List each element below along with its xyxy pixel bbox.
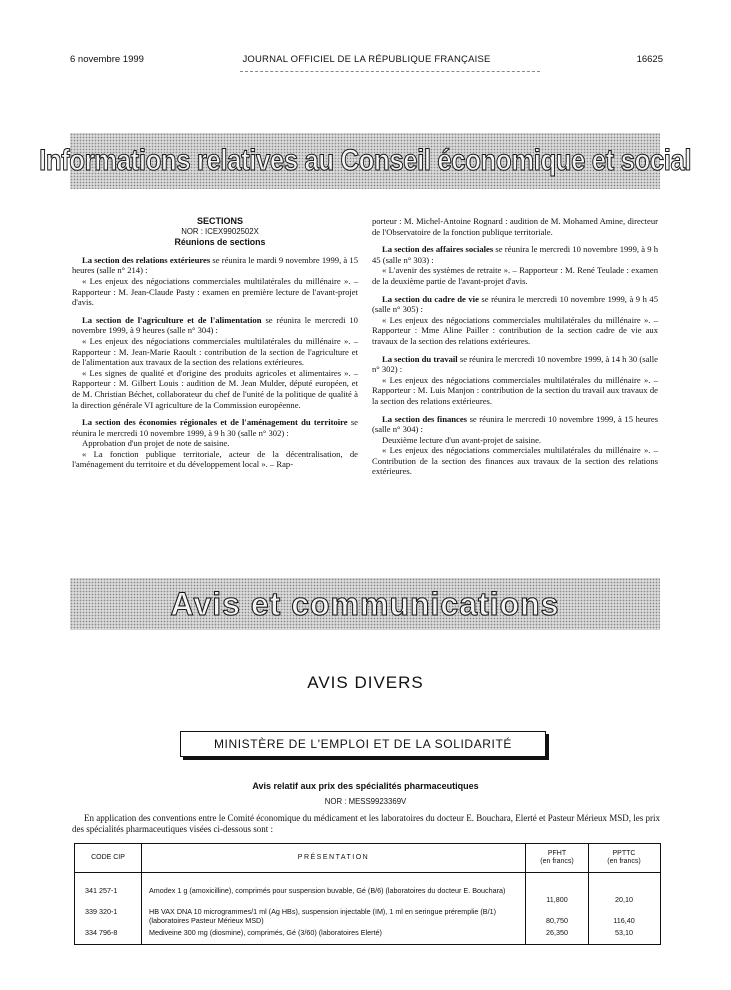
- paragraph-text: se réunira le mardi 9 novembre 1999, à 15 heures (salle n° 214) :: [72, 254, 358, 276]
- banner-title: Avis et communications: [170, 585, 560, 622]
- paragraph: [72, 417, 358, 438]
- left-paragraphs: [72, 255, 358, 470]
- section-name: La section du cadre de vie: [382, 293, 479, 304]
- header-journal-title: JOURNAL OFFICIEL DE LA RÉPUBLIQUE FRANÇAISE: [242, 54, 491, 65]
- cell-presentation: Mediveine 300 mg (diosmine), comprimés, Gé (3/60) (laboratoires Elerté): [149, 928, 382, 937]
- paragraph-text: se réunira le mercredi 10 novembre 1999, à 14 h 30 (salle n° 302) :: [372, 353, 658, 375]
- cell-code: 341 257-1: [85, 886, 118, 895]
- col-header-presentation: PRÉSENTATION: [297, 854, 370, 861]
- paragraph: [372, 294, 658, 315]
- paragraph-text: « Les enjeux des négociations commerciales multilatérales du millénaire ». – Rapporteur : M. Jean-Claude Pasty : examen en première lecture de l'avant-projet d'avis.: [72, 275, 358, 308]
- cell-ppttc: 116,40: [613, 916, 635, 925]
- ministry-box: MINISTÈRE DE L'EMPLOI ET DE LA SOLIDARITÉ: [180, 731, 546, 757]
- paragraph-text: se réunira le mercredi 10 novembre 1999, à 9 h 45 (salle n° 305) :: [372, 293, 658, 315]
- sections-column-left: [72, 216, 358, 470]
- table-header-divider: [75, 872, 660, 873]
- paragraph-text: porteur : M. Michel-Antoine Rognard : audition de M. Mohamed Amine, directeur de l'Observatoire de la fonction publique territoriale.: [372, 216, 658, 237]
- paragraph: [372, 354, 658, 375]
- right-paragraphs: [372, 216, 658, 477]
- avis-title: Avis relatif aux prix des spécialités pharmaceutiques: [252, 781, 479, 791]
- price-table: [74, 843, 661, 945]
- paragraph-text: Approbation d'un projet de note de saisine.: [82, 438, 230, 449]
- col-header-pfht: PFHT (en francs): [540, 850, 574, 865]
- paragraph-text: se réunira le mercredi 10 novembre 1999, à 9 h 30 (salle n° 302) :: [72, 417, 358, 438]
- paragraph: [372, 315, 658, 347]
- paragraph-text: se réunira le mercredi 10 novembre 1999, à 15 heures (salle n° 304) :: [372, 413, 658, 435]
- header-divider: [240, 71, 540, 72]
- header-date: 6 novembre 1999: [70, 54, 144, 65]
- paragraph: [372, 375, 658, 407]
- section-banner-conseil: [38, 133, 692, 189]
- paragraph-text: « Les enjeux des négociations commerciales multilatérales du millénaire ». – Contribution de la section des finances aux travaux de la section des relations extérieures.: [372, 445, 658, 477]
- cell-presentation: Amodex 1 g (amoxicilline), comprimés pour suspension buvable, Gé (B/6) (laboratoires du docteur E. Bouchara): [149, 886, 506, 895]
- paragraph-text: se réunira le mercredi 10 novembre 1999, à 9 heures (salle n° 304) :: [72, 314, 358, 336]
- avis-divers-heading: AVIS DIVERS: [307, 673, 424, 692]
- section-name: La section des affaires sociales: [382, 244, 494, 255]
- paragraph-text: se réunira le mercredi 10 novembre 1999, à 9 h 45 (salle n° 303) :: [372, 244, 658, 265]
- paragraph: [72, 449, 358, 470]
- cell-ppttc: 20,10: [615, 895, 633, 904]
- section-name: La section des finances: [382, 413, 468, 424]
- paragraph: [372, 445, 658, 477]
- paragraph-text: « L'avenir des systèmes de retraite ». – Rapporteur : M. René Teulade : examen de la deuxième partie de l'avant-projet d'avis.: [372, 265, 658, 286]
- section-name: La section des relations extérieures: [82, 254, 211, 265]
- paragraph: [372, 435, 658, 446]
- sections-nor: NOR : ICEX9902502X: [181, 226, 259, 236]
- paragraph-text: « Les enjeux des négociations commerciales multilatérales du millénaire ». – Rapporteur : M. Luis Manjon : contribution de la section du travail aux travaux de la section des relations extérieures.: [372, 374, 658, 406]
- banner-title: Informations relatives au Conseil économique et social: [38, 144, 692, 177]
- paragraph: [372, 265, 658, 286]
- paragraph: [72, 368, 358, 410]
- section-banner-avis: [70, 578, 660, 630]
- cell-code: 334 796-8: [85, 928, 118, 937]
- paragraph: [72, 315, 358, 336]
- sections-title: SECTIONS: [196, 216, 243, 226]
- paragraph: [372, 414, 658, 435]
- cell-pfht: 26,350: [546, 928, 568, 937]
- paragraph: [372, 216, 658, 237]
- cell-code: 339 320-1: [85, 907, 118, 916]
- sections-subtitle: Réunions de sections: [174, 237, 266, 248]
- avis-nor: NOR : MESS9923369V: [324, 797, 407, 806]
- paragraph: [372, 244, 658, 265]
- paragraph: [72, 276, 358, 308]
- section-name: La section des économies régionales et de l'aménagement du territoire: [82, 417, 348, 428]
- paragraph: [72, 255, 358, 276]
- paragraph-text: « Les enjeux des négociations commerciales multilatérales du millénaire ». – Rapporteur : Mme Aline Pailler : contribution de la section cadre de vie aux travaux de la section des relations extérieures.: [372, 314, 658, 346]
- cell-pfht: 80,750: [546, 916, 568, 925]
- cell-pfht: 11,800: [546, 895, 568, 904]
- paragraph-text: « La fonction publique territoriale, acteur de la décentralisation, de l'aménagement du territoire et du développement local ». – Rap-: [72, 448, 358, 470]
- paragraph: [72, 438, 358, 449]
- avis-intro: En application des conventions entre le Comité économique du médicament et les laboratoires du docteur E. Bouchara, Elerté et Pasteur Mérieux MSD, les prix des spécialités pharmaceutiques visées ci-dessous sont :: [72, 813, 660, 834]
- section-name: La section du travail: [382, 353, 458, 364]
- paragraph-text: Deuxième lecture d'un avant-projet de saisine.: [382, 434, 542, 445]
- running-header: [70, 54, 663, 68]
- paragraph: [72, 336, 358, 368]
- cell-ppttc: 53,10: [615, 928, 633, 937]
- paragraph-text: « Les enjeux des négociations commerciales multilatérales du millénaire ». – Rapporteur : M. Jean-Marie Raoult : contribution de la section de l'agriculture et de l'alimentation aux travaux de la section des relations extérieures.: [72, 335, 358, 368]
- col-header-ppttc: PPTTC (en francs): [607, 850, 641, 865]
- header-page-number: 16625: [636, 54, 663, 65]
- cell-presentation: HB VAX DNA 10 microgrammes/1 ml (Ag HBs), suspension injectable (IM), 1 ml en seringue préremplie (B/1) (laboratoires Pasteur Mérieux MSD): [149, 907, 496, 925]
- paragraph-text: « Les signes de qualité et d'origine des produits agricoles et alimentaires ». – Rapporteur : M. Gilbert Louis : audition de M. Jean Mulder, député européen, et de M. Christian Béchet, collaborateur du chef de l'unité de la politique de qualité à la direction générale VI agriculture de la Commission européenne.: [72, 367, 358, 410]
- sections-column-right: [372, 216, 658, 477]
- col-header-code: CODE CIP: [91, 854, 125, 861]
- section-name: La section de l'agriculture et de l'alimentation: [82, 314, 262, 325]
